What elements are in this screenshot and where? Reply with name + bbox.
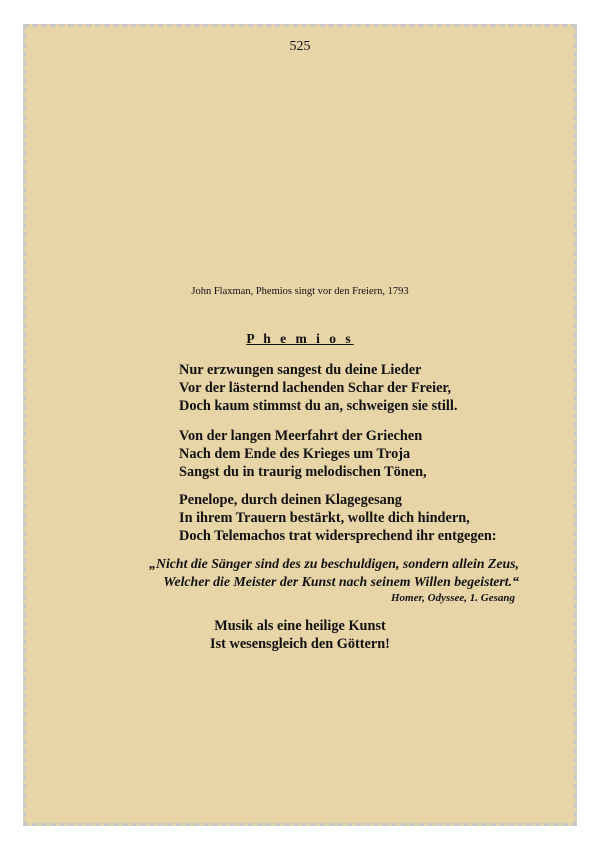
document-page	[23, 24, 577, 826]
homer-quote	[149, 555, 519, 591]
poem-line: Doch kaum stimmst du an, schweigen sie still.	[179, 398, 458, 414]
poem-line: Sangst du in traurig melodischen Tönen,	[179, 464, 427, 480]
poem-line: In ihrem Trauern bestärkt, wollte dich hindern,	[179, 510, 470, 526]
poem-line: Von der langen Meerfahrt der Griechen	[179, 428, 423, 444]
closing-line: Musik als eine heilige Kunst	[214, 618, 386, 634]
poem-title: P h e m i o s	[246, 331, 354, 346]
image-caption: John Flaxman, Phemios singt vor den Freiern, 1793	[191, 286, 409, 297]
stanza-2	[179, 427, 427, 481]
quote-source: Homer, Odyssee, 1. Gesang	[390, 592, 515, 604]
poem-line: Doch Telemachos trat widersprechend ihr entgegen:	[179, 528, 497, 544]
poem-line: Penelope, durch deinen Klagegesang	[179, 492, 402, 508]
poem-line: Nur erzwungen sangest du deine Lieder	[179, 362, 422, 378]
quote-line: Welcher die Meister der Kunst nach seinem Willen begeistert.“	[163, 574, 519, 589]
poem-line: Vor der lästernd lachenden Schar der Freier,	[179, 380, 452, 396]
stanza-1	[179, 361, 457, 415]
stanza-3	[179, 491, 497, 545]
poem-line: Nach dem Ende des Krieges um Troja	[179, 446, 411, 462]
closing-line: Ist wesensgleich den Göttern!	[210, 636, 390, 652]
quote-line: „Nicht die Sänger sind des zu beschuldigen, sondern allein Zeus,	[149, 556, 519, 571]
page-number: 525	[289, 39, 311, 54]
closing-lines	[26, 617, 574, 653]
